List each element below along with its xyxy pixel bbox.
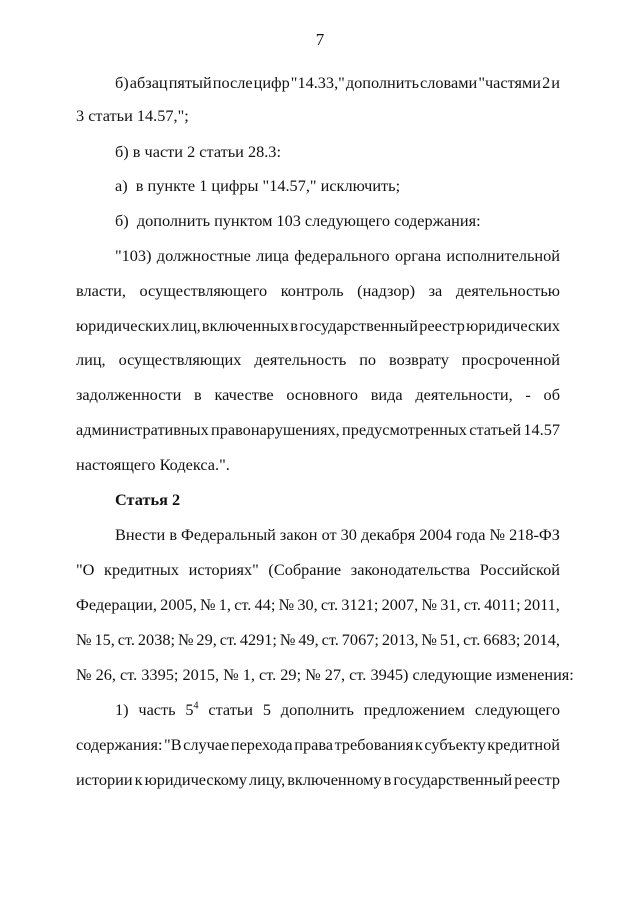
word: исполнительной xyxy=(446,246,560,265)
word: включенных xyxy=(201,316,290,335)
word: № xyxy=(421,630,437,649)
word: 1, xyxy=(218,595,231,614)
word: лицу, xyxy=(249,770,286,789)
word: перехода xyxy=(230,735,293,754)
word: (Собрание xyxy=(268,560,342,579)
word: задолженности xyxy=(76,385,182,404)
word: юридических xyxy=(466,316,560,335)
paragraph-6-line-3 xyxy=(76,595,560,615)
word: 2007, xyxy=(381,595,419,614)
paragraph-5-line-7: настоящего Кодекса.". xyxy=(76,455,230,474)
word: 2038; xyxy=(137,630,175,649)
paragraph-6-line-5: № 26, ст. 3395; 2015, № 1, ст. 29; № 27, ст. 3945) следующие изменения: xyxy=(76,665,574,684)
paragraph-7-part-number xyxy=(185,700,198,720)
word: требования xyxy=(334,735,414,754)
word: субъекту xyxy=(424,735,486,754)
word: возврату xyxy=(389,350,449,369)
paragraph-5-line-5 xyxy=(76,385,560,405)
word: 31, xyxy=(440,595,461,614)
word: 4291; xyxy=(239,630,277,649)
word: в xyxy=(169,525,177,544)
paragraph-7-word: часть xyxy=(138,700,176,719)
word: 14.57 xyxy=(523,420,560,439)
word: дополнить xyxy=(345,73,419,92)
word: лиц, xyxy=(76,350,106,369)
word: государственный xyxy=(299,316,419,335)
word: основного xyxy=(286,385,358,404)
word: № xyxy=(489,525,506,544)
word: ст. xyxy=(320,595,339,614)
word: по xyxy=(359,350,377,369)
word: "14.33," xyxy=(290,73,345,92)
word: от xyxy=(321,525,337,544)
word: ст. xyxy=(463,595,481,614)
word: - xyxy=(525,385,531,404)
word: историях" xyxy=(188,560,259,579)
word: органа xyxy=(394,246,442,265)
word: и xyxy=(551,73,560,92)
word: вида xyxy=(370,385,403,404)
word: в xyxy=(290,316,298,335)
word: 2 xyxy=(542,73,551,92)
word: № xyxy=(421,595,437,614)
word: "В xyxy=(164,735,182,754)
word: 2013, xyxy=(381,630,419,649)
word: № xyxy=(76,630,92,649)
word: года xyxy=(455,525,486,544)
word: ст. xyxy=(321,630,339,649)
word: кредитных xyxy=(104,560,180,579)
paragraph-1-line-1 xyxy=(115,73,560,93)
word: должностные xyxy=(156,246,251,265)
word: 29, xyxy=(196,630,217,649)
word: деятельность xyxy=(254,350,347,369)
paragraph-6-line-2 xyxy=(76,560,560,580)
part-number-base: 5 xyxy=(185,700,194,719)
word: 6683; xyxy=(483,630,521,649)
word: реестр xyxy=(419,316,465,335)
word: законодательства xyxy=(350,560,471,579)
word: Внести xyxy=(115,525,166,544)
word: 15, xyxy=(94,630,115,649)
word: юридических xyxy=(76,316,170,335)
word: № xyxy=(200,595,216,614)
word: деятельностью xyxy=(455,281,560,300)
word: статьей xyxy=(469,420,522,439)
word: к xyxy=(134,770,143,789)
paragraph-7-line-2 xyxy=(76,735,560,755)
word: 51, xyxy=(439,630,461,649)
word: в xyxy=(383,770,392,789)
word: включенному xyxy=(287,770,382,789)
word: случае xyxy=(183,735,230,754)
word: "103) xyxy=(115,246,152,265)
word: власти, xyxy=(76,281,126,300)
word: № xyxy=(278,595,295,614)
word: 3121; xyxy=(341,595,379,614)
word: истории xyxy=(76,770,133,789)
word: осуществляющего xyxy=(139,281,268,300)
paragraph-6-line-4 xyxy=(76,630,560,650)
word: правонарушениях, xyxy=(211,420,340,439)
word: 4011; xyxy=(484,595,521,614)
word: осуществляющих xyxy=(118,350,242,369)
paragraph-5-line-2 xyxy=(76,281,560,301)
word: 30 xyxy=(340,525,357,544)
word: (надзор) xyxy=(357,281,416,300)
word: абзац xyxy=(129,73,168,92)
word: 44; xyxy=(254,595,276,614)
word: цифр xyxy=(253,73,290,92)
word: контроль xyxy=(280,281,344,300)
paragraph-6-line-1 xyxy=(115,525,560,545)
word: ст. xyxy=(117,630,135,649)
paragraph-4: б) дополнить пунктом 103 следующего содержания: xyxy=(115,211,481,230)
word: № xyxy=(279,630,296,649)
word: лица xyxy=(256,246,289,265)
word: качестве xyxy=(214,385,274,404)
word: деятельности, xyxy=(415,385,513,404)
paragraph-7-word: 1) xyxy=(115,700,129,719)
paragraph-7-word: статьи xyxy=(208,700,253,719)
paragraph-7-word: следующего xyxy=(474,700,560,719)
word: Российской xyxy=(479,560,560,579)
word: после xyxy=(212,73,253,92)
word: предусмотренных xyxy=(342,420,467,439)
word: в xyxy=(194,385,202,404)
word: Федеральный xyxy=(181,525,276,544)
word: содержания: xyxy=(76,735,163,754)
paragraph-5-line-6 xyxy=(76,420,560,440)
word: просроченной xyxy=(461,350,560,369)
part-number-superscript: 4 xyxy=(193,700,199,712)
word: государственный xyxy=(393,770,513,789)
word: административных xyxy=(76,420,209,439)
word: "О xyxy=(76,560,95,579)
word: об xyxy=(543,385,560,404)
word: 2004 xyxy=(419,525,452,544)
word: "частями xyxy=(478,73,542,92)
word: реестр xyxy=(514,770,560,789)
paragraph-5-line-4 xyxy=(76,350,560,370)
word: 2011, xyxy=(523,595,560,614)
paragraph-7-line-3 xyxy=(76,770,560,790)
paragraph-3: а) в пункте 1 цифры "14.57," исключить; xyxy=(115,176,401,195)
paragraph-7-word: предложением xyxy=(363,700,465,719)
word: 7067; xyxy=(341,630,379,649)
word: закон xyxy=(279,525,318,544)
word: 30, xyxy=(297,595,318,614)
paragraph-7-word: 5 xyxy=(262,700,271,719)
word: 49, xyxy=(298,630,319,649)
word: словами xyxy=(420,73,478,92)
word: 218-ФЗ xyxy=(509,525,560,544)
word: пятый xyxy=(168,73,212,92)
word: б) xyxy=(115,73,129,92)
word: федерального xyxy=(294,246,390,265)
word: юридическому xyxy=(144,770,247,789)
paragraph-7-word: дополнить xyxy=(280,700,354,719)
word: 2005, xyxy=(160,595,197,614)
paragraph-5-line-3 xyxy=(76,316,560,336)
word: Федерации, xyxy=(76,595,157,614)
word: к xyxy=(414,735,423,754)
word: лиц, xyxy=(171,316,201,335)
paragraph-2: б) в части 2 статьи 28.3: xyxy=(115,142,281,161)
word: № xyxy=(177,630,194,649)
word: ст. xyxy=(463,630,481,649)
word: права xyxy=(294,735,334,754)
word: 2014, xyxy=(523,630,560,649)
word: за xyxy=(428,281,443,300)
word: ст. xyxy=(219,630,237,649)
article-heading: Статья 2 xyxy=(115,490,181,509)
paragraph-5-line-1 xyxy=(115,246,560,266)
page-number: 7 xyxy=(315,30,325,49)
word: кредитной xyxy=(487,735,560,754)
word: декабря xyxy=(360,525,416,544)
paragraph-7-line-1 xyxy=(115,700,560,720)
paragraph-1-line-2: 3 статьи 14.57,"; xyxy=(76,106,189,125)
word: ст. xyxy=(234,595,252,614)
